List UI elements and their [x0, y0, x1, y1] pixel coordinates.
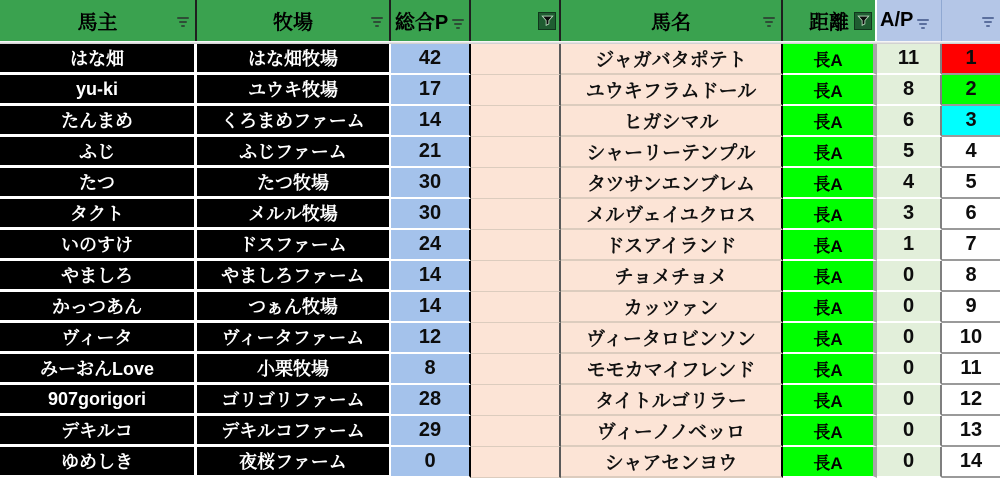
owner-cell[interactable]: ふじ — [0, 137, 197, 168]
distance-cell[interactable]: 長A — [783, 168, 877, 199]
rank-cell[interactable]: 14 — [942, 447, 1000, 478]
distance-cell[interactable]: 長A — [783, 385, 877, 416]
ap-cell[interactable]: 11 — [877, 44, 942, 75]
horse-name-cell[interactable]: カッツァン — [561, 292, 783, 323]
ap-cell[interactable]: 0 — [877, 354, 942, 385]
ap-cell[interactable]: 0 — [877, 416, 942, 447]
header-distance[interactable] — [783, 0, 877, 41]
owner-cell[interactable]: ゆめしき — [0, 447, 197, 478]
spacer-cell[interactable] — [471, 230, 561, 261]
filter-dropdown-icon[interactable] — [451, 19, 465, 29]
owner-cell[interactable]: 907gorigori — [0, 385, 197, 416]
spacer-cell[interactable] — [471, 75, 561, 106]
rank-cell[interactable]: 12 — [942, 385, 1000, 416]
owner-cell[interactable]: たんまめ — [0, 106, 197, 137]
total-p-cell[interactable]: 14 — [391, 292, 471, 323]
header-total-p-label: 総合P — [394, 12, 449, 34]
rank-cell[interactable]: 9 — [942, 292, 1000, 323]
total-p-cell[interactable]: 30 — [391, 199, 471, 230]
spacer-cell[interactable] — [471, 106, 561, 137]
farm-cell[interactable]: メルル牧場 — [197, 199, 391, 230]
ap-cell[interactable]: 3 — [877, 199, 942, 230]
farm-cell[interactable]: デキルコファーム — [197, 416, 391, 447]
header-total-p[interactable] — [391, 0, 471, 41]
horse-name-cell[interactable]: ヴィーノノベッロ — [561, 416, 783, 447]
total-p-cell[interactable]: 28 — [391, 385, 471, 416]
ap-cell[interactable]: 0 — [877, 385, 942, 416]
rank-cell[interactable]: 5 — [942, 168, 1000, 199]
farm-cell[interactable]: 小栗牧場 — [197, 354, 391, 385]
rank-cell[interactable]: 1 — [942, 44, 1000, 75]
spacer-cell[interactable] — [471, 137, 561, 168]
owner-cell[interactable]: はな畑 — [0, 44, 197, 75]
total-p-cell[interactable]: 14 — [391, 106, 471, 137]
ap-cell[interactable]: 5 — [877, 137, 942, 168]
farm-cell[interactable]: つぁん牧場 — [197, 292, 391, 323]
header-distance-label: 距離 — [809, 12, 849, 34]
owner-cell[interactable]: デキルコ — [0, 416, 197, 447]
ap-cell[interactable]: 0 — [877, 323, 942, 354]
distance-cell[interactable]: 長A — [783, 261, 877, 292]
ap-cell[interactable]: 4 — [877, 168, 942, 199]
distance-cell[interactable]: 長A — [783, 106, 877, 137]
distance-cell[interactable]: 長A — [783, 447, 877, 478]
farm-cell[interactable]: 夜桜ファーム — [197, 447, 391, 478]
filter-dropdown-icon[interactable] — [916, 19, 930, 29]
spacer-cell[interactable] — [471, 292, 561, 323]
header-farm-label: 牧場 — [273, 12, 313, 34]
distance-cell[interactable]: 長A — [783, 323, 877, 354]
farm-cell[interactable]: やましろファーム — [197, 261, 391, 292]
active-funnel-filter-icon[interactable] — [854, 12, 872, 30]
filter-dropdown-icon[interactable] — [176, 17, 190, 27]
owner-cell[interactable]: ヴィータ — [0, 323, 197, 354]
horse-name-cell[interactable]: ユウキフラムドール — [561, 75, 783, 106]
owner-cell[interactable]: いのすけ — [0, 230, 197, 261]
owner-cell[interactable]: みーおんLove — [0, 354, 197, 385]
horse-name-cell[interactable]: シャーリーテンプル — [561, 137, 783, 168]
rank-cell[interactable]: 11 — [942, 354, 1000, 385]
owner-cell[interactable]: かっつあん — [0, 292, 197, 323]
spacer-cell[interactable] — [471, 44, 561, 75]
total-p-cell[interactable]: 12 — [391, 323, 471, 354]
horse-name-cell[interactable]: ヒガシマル — [561, 106, 783, 137]
horse-name-cell[interactable]: タツサンエンブレム — [561, 168, 783, 199]
header-horse-name[interactable] — [561, 0, 783, 41]
distance-cell[interactable]: 長A — [783, 292, 877, 323]
owner-cell[interactable]: タクト — [0, 199, 197, 230]
farm-cell[interactable]: ドスファーム — [197, 230, 391, 261]
owner-cell[interactable]: yu-ki — [0, 75, 197, 106]
spacer-cell[interactable] — [471, 199, 561, 230]
horse-name-cell[interactable]: メルヴェイユクロス — [561, 199, 783, 230]
active-funnel-filter-icon[interactable] — [538, 12, 556, 30]
header-farm[interactable] — [197, 0, 391, 41]
rank-cell[interactable]: 3 — [942, 106, 1000, 137]
farm-cell[interactable]: くろまめファーム — [197, 106, 391, 137]
distance-cell[interactable]: 長A — [783, 230, 877, 261]
spacer-cell[interactable] — [471, 385, 561, 416]
horse-name-cell[interactable]: モモカマイフレンド — [561, 354, 783, 385]
total-p-cell[interactable]: 8 — [391, 354, 471, 385]
total-p-cell[interactable]: 17 — [391, 75, 471, 106]
ap-cell[interactable]: 0 — [877, 292, 942, 323]
ap-cell[interactable]: 8 — [877, 75, 942, 106]
rank-cell[interactable]: 10 — [942, 323, 1000, 354]
total-p-cell[interactable]: 14 — [391, 261, 471, 292]
filter-dropdown-icon[interactable] — [370, 17, 384, 27]
rank-cell[interactable]: 4 — [942, 137, 1000, 168]
horse-name-cell[interactable]: タイトルゴリラー — [561, 385, 783, 416]
header-spacer[interactable] — [471, 0, 561, 41]
owner-cell[interactable]: たつ — [0, 168, 197, 199]
rank-cell[interactable]: 6 — [942, 199, 1000, 230]
distance-cell[interactable]: 長A — [783, 44, 877, 75]
distance-cell[interactable]: 長A — [783, 416, 877, 447]
spacer-cell[interactable] — [471, 354, 561, 385]
total-p-cell[interactable]: 30 — [391, 168, 471, 199]
filter-dropdown-icon[interactable] — [762, 17, 776, 27]
header-rank[interactable] — [942, 0, 1000, 41]
rank-cell[interactable]: 7 — [942, 230, 1000, 261]
ap-cell[interactable]: 0 — [877, 261, 942, 292]
total-p-cell[interactable]: 29 — [391, 416, 471, 447]
distance-cell[interactable]: 長A — [783, 75, 877, 106]
header-owner[interactable] — [0, 0, 197, 41]
header-ap[interactable] — [877, 0, 942, 41]
total-p-cell[interactable]: 42 — [391, 44, 471, 75]
farm-cell[interactable]: ゴリゴリファーム — [197, 385, 391, 416]
spacer-cell[interactable] — [471, 323, 561, 354]
horse-name-cell[interactable]: ヴィータロビンソン — [561, 323, 783, 354]
farm-cell[interactable]: ふじファーム — [197, 137, 391, 168]
total-p-cell[interactable]: 21 — [391, 137, 471, 168]
farm-cell[interactable]: ユウキ牧場 — [197, 75, 391, 106]
rank-cell[interactable]: 13 — [942, 416, 1000, 447]
header-horse-name-label: 馬名 — [651, 12, 691, 34]
horse-name-cell[interactable]: ドスアイランド — [561, 230, 783, 261]
filter-dropdown-icon[interactable] — [981, 17, 995, 27]
horse-name-cell[interactable]: ジャガバタポテト — [561, 44, 783, 75]
spacer-cell[interactable] — [471, 447, 561, 478]
header-ap-label: A/P — [880, 9, 914, 31]
ap-cell[interactable]: 1 — [877, 230, 942, 261]
spacer-cell[interactable] — [471, 261, 561, 292]
farm-cell[interactable]: ヴィータファーム — [197, 323, 391, 354]
rank-cell[interactable]: 2 — [942, 75, 1000, 106]
owner-cell[interactable]: やましろ — [0, 261, 197, 292]
ap-cell[interactable]: 6 — [877, 106, 942, 137]
spacer-cell[interactable] — [471, 416, 561, 447]
farm-cell[interactable]: はな畑牧場 — [197, 44, 391, 75]
farm-cell[interactable]: たつ牧場 — [197, 168, 391, 199]
header-owner-label: 馬主 — [77, 12, 118, 34]
total-p-cell[interactable]: 24 — [391, 230, 471, 261]
rank-cell[interactable]: 8 — [942, 261, 1000, 292]
horse-name-cell[interactable]: シャアセンヨウ — [561, 447, 783, 478]
distance-cell[interactable]: 長A — [783, 137, 877, 168]
total-p-cell[interactable]: 0 — [391, 447, 471, 478]
distance-cell[interactable]: 長A — [783, 354, 877, 385]
distance-cell[interactable]: 長A — [783, 199, 877, 230]
horse-name-cell[interactable]: チョメチョメ — [561, 261, 783, 292]
spacer-cell[interactable] — [471, 168, 561, 199]
ap-cell[interactable]: 0 — [877, 447, 942, 478]
